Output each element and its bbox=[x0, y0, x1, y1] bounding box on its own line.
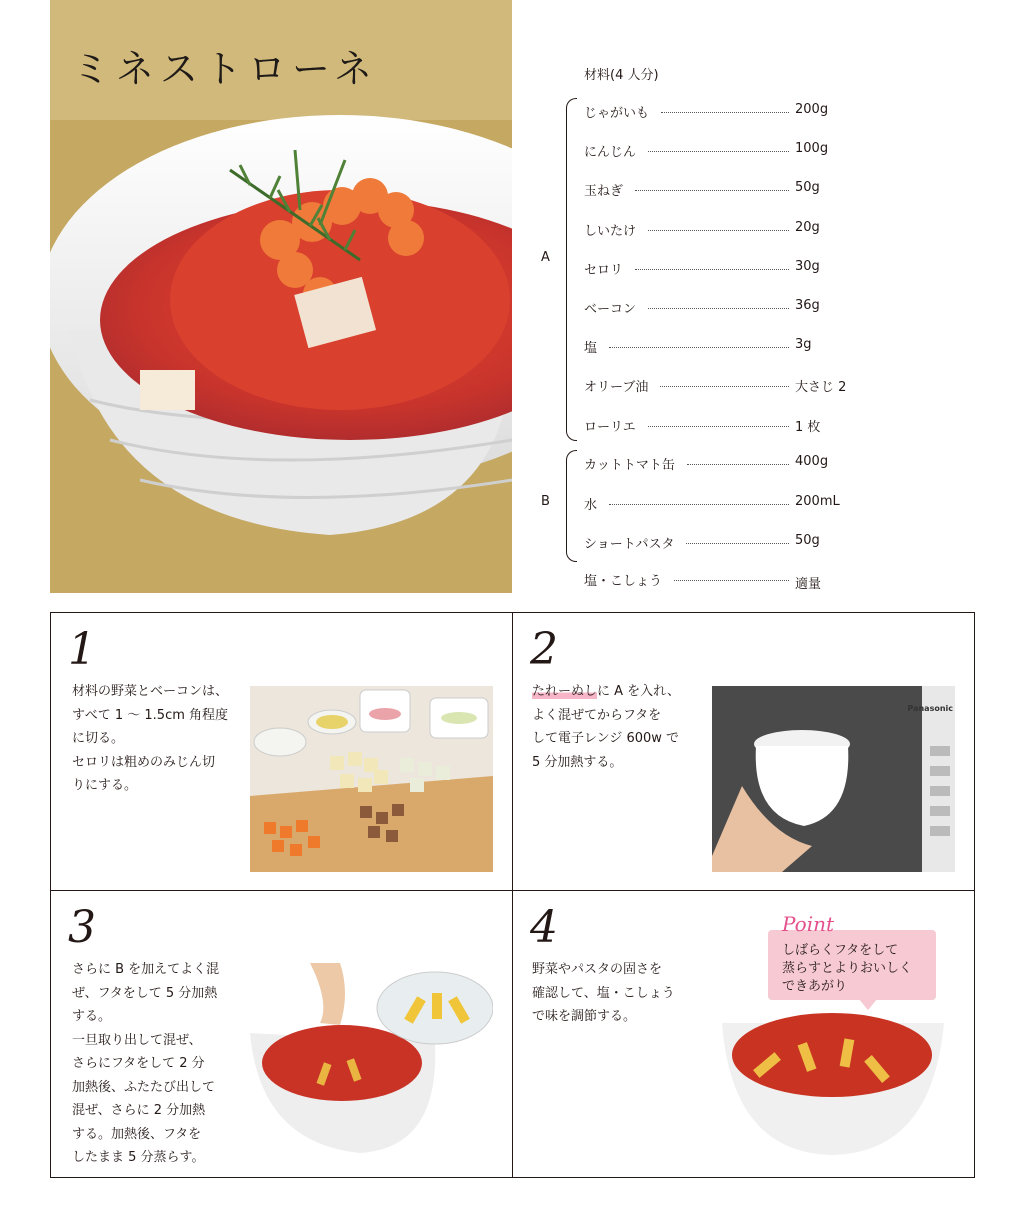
ingredient-amount: 50g bbox=[795, 533, 820, 548]
ingredient-amount: 36g bbox=[795, 298, 820, 313]
ingredient-row bbox=[584, 454, 856, 474]
step-4-number: 4 bbox=[530, 902, 558, 953]
ingredient-amount: 適量 bbox=[795, 577, 822, 592]
ingredient-row bbox=[584, 416, 856, 436]
microwave-brand: Panasonic bbox=[907, 704, 953, 713]
step-3-photo bbox=[250, 963, 493, 1156]
ingredient-row bbox=[584, 298, 856, 318]
step-3-number: 3 bbox=[68, 902, 96, 953]
group-b-label: B bbox=[541, 494, 550, 509]
ingredient-name: しいたけ bbox=[584, 223, 637, 239]
ingredient-name: じゃがいも bbox=[584, 106, 650, 121]
ingredient-name: ベーコン bbox=[584, 302, 637, 317]
ingredient-amount: 1 枚 bbox=[795, 419, 821, 435]
ingredient-dots bbox=[648, 230, 789, 231]
ingredient-amount: 200g bbox=[795, 102, 829, 117]
group-a-label: A bbox=[541, 250, 550, 265]
group-a-brace bbox=[566, 98, 577, 441]
ingredient-row bbox=[584, 376, 856, 396]
group-b-brace bbox=[566, 450, 577, 562]
hero-photo bbox=[50, 0, 512, 593]
ingredient-amount: 30g bbox=[795, 258, 820, 274]
ingredient-amount: 20g bbox=[795, 219, 820, 235]
step-2-number: 2 bbox=[530, 624, 558, 675]
ingredient-name: 玉ねぎ bbox=[584, 184, 624, 200]
ingredient-dots bbox=[609, 504, 789, 505]
ingredient-name: ローリエ bbox=[584, 419, 636, 435]
point-callout-tail bbox=[858, 998, 878, 1010]
steps-divider-vertical bbox=[512, 612, 513, 1178]
point-title: Point bbox=[782, 912, 835, 936]
ingredient-name: ショートパスタ bbox=[584, 537, 675, 552]
ingredient-row bbox=[584, 533, 856, 553]
ingredient-amount: 200mL bbox=[795, 493, 840, 509]
ingredient-dots bbox=[648, 426, 789, 427]
ingredient-name: セロリ bbox=[584, 262, 624, 278]
ingredient-dots bbox=[687, 464, 789, 465]
ingredient-name: カットトマト缶 bbox=[584, 458, 675, 473]
ingredient-row bbox=[584, 220, 856, 240]
ingredient-row bbox=[584, 259, 856, 279]
ingredients-header: 材料(4 人分) bbox=[584, 68, 659, 83]
ingredient-dots bbox=[686, 543, 789, 544]
ingredient-amount: 大さじ 2 bbox=[795, 380, 847, 396]
ingredient-name: 塩・こしょう bbox=[584, 574, 663, 589]
ingredient-amount: 3g bbox=[795, 337, 812, 353]
step-4-text: 野菜やパスタの固さを 確認して、塩・こしょう で味を調節する。 bbox=[532, 962, 675, 1024]
page-title: ミネストローネ bbox=[72, 47, 379, 91]
point-text: しばらくフタをして 蒸らすとよりおいしく できあがり bbox=[782, 943, 913, 994]
ingredient-dots bbox=[635, 190, 789, 191]
step-3-text: さらに B を加えてよく混 ぜ、フタをして 5 分加熱 する。 一旦取り出して混ぜ、 さらにフタをして 2 分 加熱後、ふたたび出して 混ぜ、さらに 2 分加熱 する。加熱後、フタを したまま 5 分蒸らす。 bbox=[72, 962, 220, 1165]
ingredient-row bbox=[584, 494, 856, 514]
ingredient-dots bbox=[661, 112, 789, 113]
ingredient-dots bbox=[635, 269, 789, 270]
ingredient-row bbox=[584, 180, 856, 200]
step-1-photo bbox=[250, 686, 493, 872]
ingredient-name: オリーブ油 bbox=[584, 380, 649, 396]
ingredient-dots bbox=[648, 151, 789, 152]
ingredient-dots bbox=[648, 308, 789, 309]
step-1-number: 1 bbox=[68, 624, 96, 675]
ingredient-row bbox=[584, 102, 856, 122]
ingredient-name: にんじん bbox=[584, 145, 637, 161]
step-2-text: たれーぬしに A を入れ、 よく混ぜてからフタを して電子レンジ 600w で 5 分加熱する。 bbox=[532, 684, 680, 770]
steps-divider-horizontal bbox=[50, 890, 975, 891]
step-1-text: 材料の野菜とベーコンは、 すべて 1 〜 1.5cm 角程度 に切る。 セロリは粗めのみじん切 りにする。 bbox=[72, 684, 229, 793]
ingredient-dots bbox=[660, 386, 789, 387]
ingredient-amount: 400g bbox=[795, 454, 829, 469]
ingredient-amount: 50g bbox=[795, 180, 820, 196]
ingredient-dots bbox=[609, 347, 789, 348]
ingredient-amount: 100g bbox=[795, 141, 829, 157]
highlight-text: たれーぬし bbox=[532, 684, 598, 699]
ingredient-name: 水 bbox=[584, 497, 598, 513]
ingredient-row bbox=[584, 141, 856, 161]
ingredient-name: 塩 bbox=[584, 341, 598, 357]
step-2-photo bbox=[712, 686, 955, 872]
ingredient-row-extra bbox=[584, 570, 856, 590]
ingredient-row bbox=[584, 337, 856, 357]
ingredient-dots bbox=[674, 580, 789, 581]
